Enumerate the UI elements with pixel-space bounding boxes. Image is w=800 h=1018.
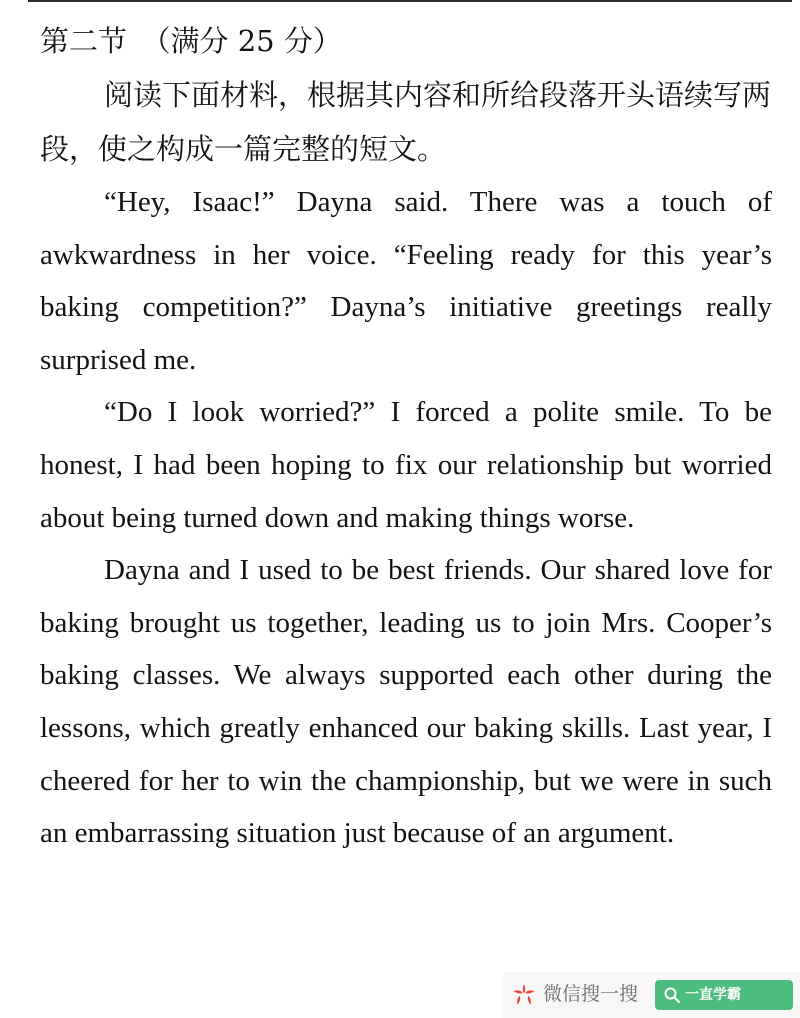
section-title: 第二节 （满分 25 分） <box>40 24 342 58</box>
passage-paragraph-2: “Do I look worried?” I forced a polite smile. To be honest, I had been hoping to fix our relationship but worried about being turned down and making things worse. <box>40 396 772 534</box>
passage-paragraph-1: “Hey, Isaac!” Dayna said. There was a touch of awkwardness in her voice. “Feeling ready for this year’s baking competition?” Dayna’s initiative greetings really surprised me. <box>40 186 772 376</box>
watermark-text: 微信搜一搜 <box>543 983 639 1005</box>
search-icon <box>663 986 681 1004</box>
document-page <box>40 14 772 860</box>
instructions-text: 阅读下面材料，根据其内容和所给段落开头语续写两段，使之构成一篇完整的短文。 <box>40 78 772 166</box>
passage-paragraph-3: Dayna and I used to be best friends. Our shared love for baking brought us together, leading us to join Mrs. Cooper’s baking classes. We always supported each other during the lessons, which greatly enhanced our baking skills. Last year, I cheered for her to win the championship, but we were in such an embarrassing situation just because of an argument. <box>40 554 772 850</box>
top-rule <box>28 0 792 2</box>
wechat-search-watermark <box>503 972 800 1018</box>
watermark-pill <box>655 980 793 1010</box>
watermark-pill-text: 一直学霸 <box>685 987 741 1003</box>
flower-logo-icon <box>511 982 537 1008</box>
